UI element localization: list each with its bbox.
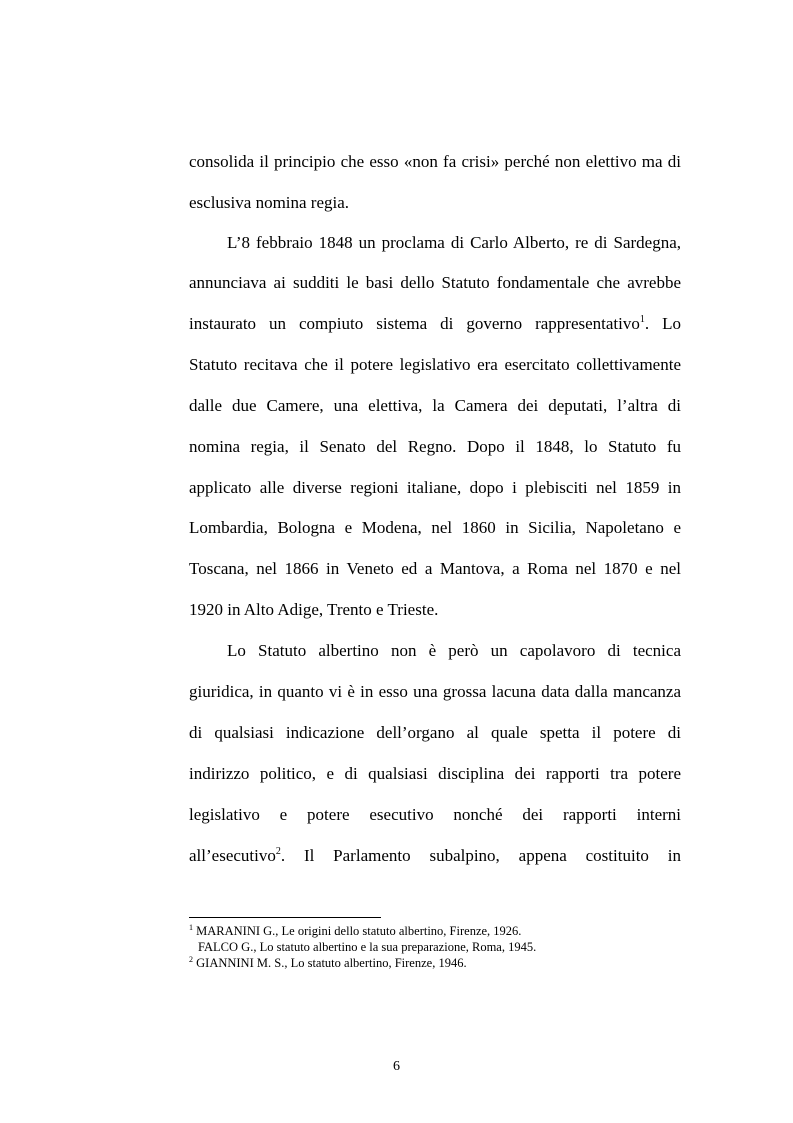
footnote-2 xyxy=(189,956,467,971)
body-line-10: Lombardia, Bologna e Modena, nel 1860 in Sicilia, Napoletano e xyxy=(189,518,681,537)
body-line-3: L’8 febbraio 1848 un proclama di Carlo Alberto, re di Sardegna, xyxy=(227,233,681,252)
body-line-18 xyxy=(189,846,681,866)
body-line-6: Statuto recitava che il potere legislativo era esercitato collettivamente xyxy=(189,355,681,374)
body-line-17: legislativo e potere esecutivo nonché dei rapporti interni xyxy=(189,805,681,824)
body-line-7: dalle due Camere, una elettiva, la Camera dei deputati, l’altra di xyxy=(189,396,681,415)
footnote-1-text: MARANINI G., Le origini dello statuto albertino, Firenze, 1926. xyxy=(193,924,522,938)
body-line-5-text: instaurato un compiuto sistema di governo rappresentativo xyxy=(189,314,640,333)
footnote-ref-1: 1 xyxy=(639,314,645,325)
body-line-13: Lo Statuto albertino non è però un capolavoro di tecnica xyxy=(227,641,681,660)
footnote-2-marker: 2 xyxy=(189,955,193,964)
body-line-9: applicato alle diverse regioni italiane, dopo i plebisciti nel 1859 in xyxy=(189,478,681,497)
footnote-1 xyxy=(189,924,521,939)
body-line-18-text: all’esecutivo xyxy=(189,846,276,865)
footnote-1-continuation: FALCO G., Lo statuto albertino e la sua preparazione, Roma, 1945. xyxy=(198,940,537,954)
footnote-ref-2: 2 xyxy=(275,846,281,857)
body-line-12: 1920 in Alto Adige, Trento e Trieste. xyxy=(189,600,439,619)
body-line-16: indirizzo politico, e di qualsiasi disciplina dei rapporti tra potere xyxy=(189,764,681,783)
body-line-2: esclusiva nomina regia. xyxy=(189,193,350,212)
footnote-separator xyxy=(189,917,381,918)
body-line-1: consolida il principio che esso «non fa crisi» perché non elettivo ma di xyxy=(189,152,681,171)
body-line-11: Toscana, nel 1866 in Veneto ed a Mantova, a Roma nel 1870 e nel xyxy=(189,559,681,578)
body-line-5-tail: . Lo xyxy=(644,314,681,333)
body-line-5 xyxy=(189,314,681,334)
footnote-1-marker: 1 xyxy=(189,923,193,932)
body-line-14: giuridica, in quanto vi è in esso una grossa lacuna data dalla mancanza xyxy=(189,682,681,701)
body-line-4: annunciava ai sudditi le basi dello Statuto fondamentale che avrebbe xyxy=(189,273,681,292)
footnote-2-text: GIANNINI M. S., Lo statuto albertino, Firenze, 1946. xyxy=(193,956,467,970)
body-line-15: di qualsiasi indicazione dell’organo al quale spetta il potere di xyxy=(189,723,681,742)
body-line-8: nomina regia, il Senato del Regno. Dopo il 1848, lo Statuto fu xyxy=(189,437,681,456)
body-line-18-tail: . Il Parlamento subalpino, appena costituito in xyxy=(280,846,681,865)
page-number: 6 xyxy=(393,1059,400,1074)
